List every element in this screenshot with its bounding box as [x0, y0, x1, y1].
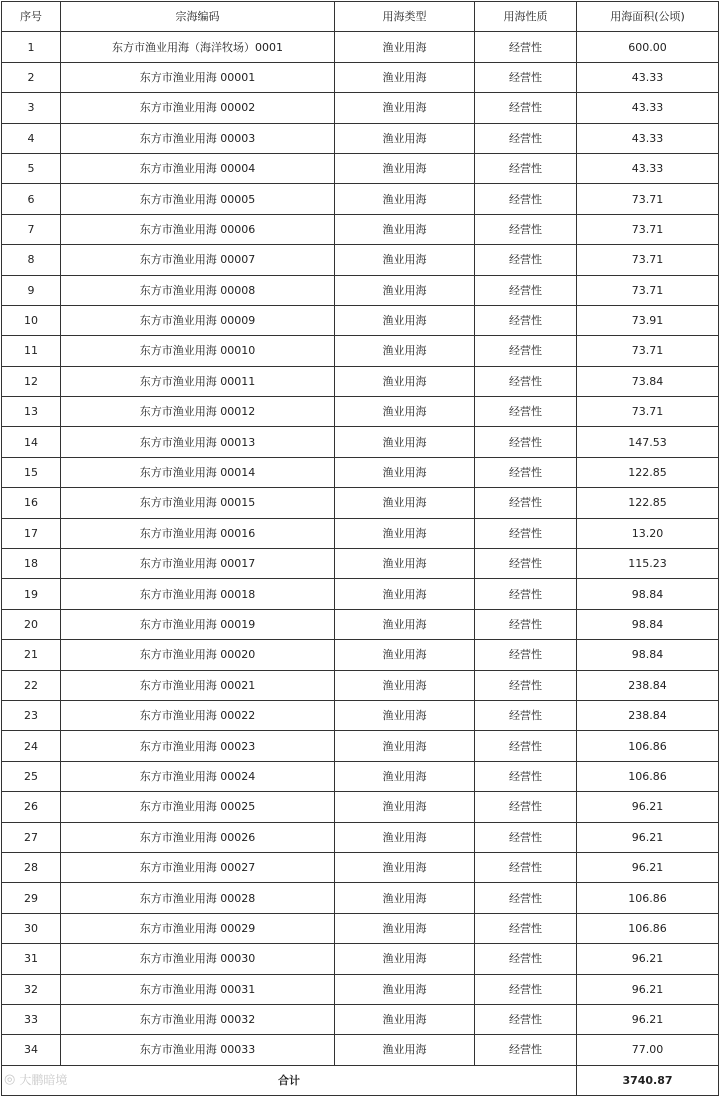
- cell-use-type: 渔业用海: [335, 427, 475, 457]
- watermark: [4, 1071, 67, 1088]
- cell-parcel-code: 东方市渔业用海 00026: [61, 822, 335, 852]
- header-use-type: 用海类型: [335, 2, 475, 32]
- cell-area: 98.84: [577, 640, 719, 670]
- table-row: [2, 245, 719, 275]
- cell-parcel-code: 东方市渔业用海 00025: [61, 792, 335, 822]
- cell-index: 8: [2, 245, 61, 275]
- table-row: [2, 974, 719, 1004]
- table-row: [2, 184, 719, 214]
- cell-index: 27: [2, 822, 61, 852]
- cell-parcel-code: 东方市渔业用海 00001: [61, 62, 335, 92]
- table-row: [2, 62, 719, 92]
- table-row: [2, 305, 719, 335]
- cell-use-type: 渔业用海: [335, 700, 475, 730]
- cell-index: 24: [2, 731, 61, 761]
- cell-parcel-code: 东方市渔业用海 00024: [61, 761, 335, 791]
- table-row: [2, 913, 719, 943]
- cell-index: 29: [2, 883, 61, 913]
- cell-index: 7: [2, 214, 61, 244]
- cell-use-nature: 经营性: [475, 549, 577, 579]
- cell-parcel-code: 东方市渔业用海 00002: [61, 93, 335, 123]
- cell-index: 2: [2, 62, 61, 92]
- cell-parcel-code: 东方市渔业用海（海洋牧场）0001: [61, 32, 335, 62]
- cell-index: 3: [2, 93, 61, 123]
- cell-parcel-code: 东方市渔业用海 00006: [61, 214, 335, 244]
- cell-use-type: 渔业用海: [335, 32, 475, 62]
- table-row: [2, 822, 719, 852]
- table-row: [2, 944, 719, 974]
- cell-use-nature: 经营性: [475, 792, 577, 822]
- cell-area: 13.20: [577, 518, 719, 548]
- table-row: [2, 93, 719, 123]
- cell-index: 14: [2, 427, 61, 457]
- cell-area: 106.86: [577, 731, 719, 761]
- header-index: 序号: [2, 2, 61, 32]
- table-row: [2, 153, 719, 183]
- cell-area: 73.71: [577, 397, 719, 427]
- cell-use-nature: 经营性: [475, 427, 577, 457]
- watermark-text: 大鹏暗境: [19, 1073, 68, 1087]
- table-row: [2, 457, 719, 487]
- cell-use-nature: 经营性: [475, 214, 577, 244]
- cell-area: 106.86: [577, 761, 719, 791]
- cell-use-type: 渔业用海: [335, 579, 475, 609]
- cell-area: 43.33: [577, 123, 719, 153]
- table-row: [2, 518, 719, 548]
- cell-use-nature: 经营性: [475, 913, 577, 943]
- cell-area: 106.86: [577, 913, 719, 943]
- cell-use-type: 渔业用海: [335, 974, 475, 1004]
- header-use-nature: 用海性质: [475, 2, 577, 32]
- cell-parcel-code: 东方市渔业用海 00012: [61, 397, 335, 427]
- cell-use-type: 渔业用海: [335, 214, 475, 244]
- cell-area: 122.85: [577, 488, 719, 518]
- cell-use-type: 渔业用海: [335, 275, 475, 305]
- table-row: [2, 366, 719, 396]
- cell-area: 96.21: [577, 852, 719, 882]
- cell-area: 77.00: [577, 1035, 719, 1065]
- table-row: [2, 549, 719, 579]
- cell-area: 96.21: [577, 792, 719, 822]
- cell-index: 26: [2, 792, 61, 822]
- table-row: [2, 336, 719, 366]
- table-row: [2, 488, 719, 518]
- cell-index: 10: [2, 305, 61, 335]
- cell-index: 6: [2, 184, 61, 214]
- table-row: [2, 761, 719, 791]
- table-row: [2, 640, 719, 670]
- cell-parcel-code: 东方市渔业用海 00009: [61, 305, 335, 335]
- table-row: [2, 397, 719, 427]
- cell-area: 122.85: [577, 457, 719, 487]
- cell-index: 22: [2, 670, 61, 700]
- header-area: 用海面积(公顷): [577, 2, 719, 32]
- cell-index: 21: [2, 640, 61, 670]
- cell-use-nature: 经营性: [475, 731, 577, 761]
- cell-use-nature: 经营性: [475, 761, 577, 791]
- cell-area: 238.84: [577, 700, 719, 730]
- table-row: [2, 214, 719, 244]
- cell-area: 98.84: [577, 609, 719, 639]
- cell-use-type: 渔业用海: [335, 62, 475, 92]
- sea-use-table: [1, 1, 719, 1096]
- cell-use-type: 渔业用海: [335, 245, 475, 275]
- cell-use-type: 渔业用海: [335, 93, 475, 123]
- cell-parcel-code: 东方市渔业用海 00029: [61, 913, 335, 943]
- cell-area: 96.21: [577, 822, 719, 852]
- cell-use-type: 渔业用海: [335, 184, 475, 214]
- cell-area: 73.71: [577, 184, 719, 214]
- cell-parcel-code: 东方市渔业用海 00015: [61, 488, 335, 518]
- cell-area: 73.71: [577, 214, 719, 244]
- cell-use-nature: 经营性: [475, 944, 577, 974]
- cell-use-type: 渔业用海: [335, 518, 475, 548]
- cell-parcel-code: 东方市渔业用海 00007: [61, 245, 335, 275]
- table-row: [2, 852, 719, 882]
- cell-use-nature: 经营性: [475, 275, 577, 305]
- cell-use-nature: 经营性: [475, 366, 577, 396]
- cell-use-type: 渔业用海: [335, 366, 475, 396]
- cell-index: 18: [2, 549, 61, 579]
- cell-parcel-code: 东方市渔业用海 00018: [61, 579, 335, 609]
- cell-use-type: 渔业用海: [335, 1035, 475, 1065]
- table-row: [2, 427, 719, 457]
- cell-index: 20: [2, 609, 61, 639]
- cell-use-type: 渔业用海: [335, 792, 475, 822]
- cell-use-type: 渔业用海: [335, 153, 475, 183]
- cell-use-nature: 经营性: [475, 852, 577, 882]
- cell-use-nature: 经营性: [475, 32, 577, 62]
- total-value: 3740.87: [577, 1065, 719, 1095]
- cell-index: 15: [2, 457, 61, 487]
- cell-parcel-code: 东方市渔业用海 00033: [61, 1035, 335, 1065]
- table-row: [2, 670, 719, 700]
- cell-index: 13: [2, 397, 61, 427]
- cell-use-nature: 经营性: [475, 397, 577, 427]
- table-row: [2, 883, 719, 913]
- cell-index: 28: [2, 852, 61, 882]
- cell-use-nature: 经营性: [475, 305, 577, 335]
- camera-icon: ◎: [4, 1072, 16, 1087]
- cell-index: 17: [2, 518, 61, 548]
- table-body: [2, 32, 719, 1065]
- cell-area: 43.33: [577, 93, 719, 123]
- cell-parcel-code: 东方市渔业用海 00031: [61, 974, 335, 1004]
- cell-use-nature: 经营性: [475, 1004, 577, 1034]
- cell-parcel-code: 东方市渔业用海 00013: [61, 427, 335, 457]
- table-row: [2, 609, 719, 639]
- cell-index: 25: [2, 761, 61, 791]
- cell-parcel-code: 东方市渔业用海 00010: [61, 336, 335, 366]
- cell-use-type: 渔业用海: [335, 609, 475, 639]
- cell-use-nature: 经营性: [475, 609, 577, 639]
- cell-area: 73.84: [577, 366, 719, 396]
- cell-use-type: 渔业用海: [335, 549, 475, 579]
- cell-area: 96.21: [577, 944, 719, 974]
- cell-parcel-code: 东方市渔业用海 00023: [61, 731, 335, 761]
- cell-use-type: 渔业用海: [335, 457, 475, 487]
- cell-use-nature: 经营性: [475, 457, 577, 487]
- cell-use-nature: 经营性: [475, 153, 577, 183]
- cell-use-nature: 经营性: [475, 62, 577, 92]
- cell-area: 73.71: [577, 275, 719, 305]
- cell-parcel-code: 东方市渔业用海 00022: [61, 700, 335, 730]
- cell-use-nature: 经营性: [475, 518, 577, 548]
- cell-use-nature: 经营性: [475, 883, 577, 913]
- cell-use-nature: 经营性: [475, 822, 577, 852]
- cell-area: 73.91: [577, 305, 719, 335]
- cell-use-type: 渔业用海: [335, 761, 475, 791]
- header-row: [2, 2, 719, 32]
- cell-index: 33: [2, 1004, 61, 1034]
- cell-parcel-code: 东方市渔业用海 00008: [61, 275, 335, 305]
- cell-parcel-code: 东方市渔业用海 00028: [61, 883, 335, 913]
- cell-area: 98.84: [577, 579, 719, 609]
- table-row: [2, 1004, 719, 1034]
- table-row: [2, 1035, 719, 1065]
- cell-use-nature: 经营性: [475, 1035, 577, 1065]
- cell-use-type: 渔业用海: [335, 123, 475, 153]
- cell-parcel-code: 东方市渔业用海 00032: [61, 1004, 335, 1034]
- cell-use-nature: 经营性: [475, 670, 577, 700]
- cell-use-type: 渔业用海: [335, 305, 475, 335]
- cell-area: 73.71: [577, 336, 719, 366]
- table-row: [2, 792, 719, 822]
- cell-parcel-code: 东方市渔业用海 00020: [61, 640, 335, 670]
- cell-use-type: 渔业用海: [335, 336, 475, 366]
- cell-area: 147.53: [577, 427, 719, 457]
- table-row: [2, 123, 719, 153]
- cell-area: 238.84: [577, 670, 719, 700]
- cell-area: 43.33: [577, 62, 719, 92]
- cell-index: 1: [2, 32, 61, 62]
- table-row: [2, 275, 719, 305]
- cell-area: 106.86: [577, 883, 719, 913]
- cell-index: 32: [2, 974, 61, 1004]
- cell-parcel-code: 东方市渔业用海 00011: [61, 366, 335, 396]
- cell-use-type: 渔业用海: [335, 397, 475, 427]
- cell-use-type: 渔业用海: [335, 852, 475, 882]
- cell-index: 9: [2, 275, 61, 305]
- cell-parcel-code: 东方市渔业用海 00016: [61, 518, 335, 548]
- cell-index: 5: [2, 153, 61, 183]
- cell-use-type: 渔业用海: [335, 883, 475, 913]
- cell-area: 96.21: [577, 1004, 719, 1034]
- cell-use-type: 渔业用海: [335, 731, 475, 761]
- cell-use-nature: 经营性: [475, 123, 577, 153]
- cell-use-type: 渔业用海: [335, 822, 475, 852]
- cell-parcel-code: 东方市渔业用海 00030: [61, 944, 335, 974]
- cell-area: 43.33: [577, 153, 719, 183]
- cell-parcel-code: 东方市渔业用海 00019: [61, 609, 335, 639]
- table-row: [2, 579, 719, 609]
- cell-index: 16: [2, 488, 61, 518]
- cell-use-nature: 经营性: [475, 640, 577, 670]
- cell-index: 30: [2, 913, 61, 943]
- header-parcel-code: 宗海编码: [61, 2, 335, 32]
- table-row: [2, 32, 719, 62]
- cell-use-nature: 经营性: [475, 700, 577, 730]
- cell-index: 12: [2, 366, 61, 396]
- cell-parcel-code: 东方市渔业用海 00004: [61, 153, 335, 183]
- cell-index: 4: [2, 123, 61, 153]
- cell-parcel-code: 东方市渔业用海 00014: [61, 457, 335, 487]
- cell-parcel-code: 东方市渔业用海 00017: [61, 549, 335, 579]
- cell-index: 31: [2, 944, 61, 974]
- cell-parcel-code: 东方市渔业用海 00005: [61, 184, 335, 214]
- cell-use-nature: 经营性: [475, 488, 577, 518]
- cell-area: 96.21: [577, 974, 719, 1004]
- cell-use-nature: 经营性: [475, 974, 577, 1004]
- cell-area: 73.71: [577, 245, 719, 275]
- cell-index: 19: [2, 579, 61, 609]
- cell-area: 600.00: [577, 32, 719, 62]
- cell-use-nature: 经营性: [475, 184, 577, 214]
- cell-area: 115.23: [577, 549, 719, 579]
- cell-use-nature: 经营性: [475, 245, 577, 275]
- cell-index: 23: [2, 700, 61, 730]
- cell-parcel-code: 东方市渔业用海 00027: [61, 852, 335, 882]
- cell-parcel-code: 东方市渔业用海 00003: [61, 123, 335, 153]
- cell-use-nature: 经营性: [475, 336, 577, 366]
- cell-index: 11: [2, 336, 61, 366]
- cell-use-nature: 经营性: [475, 93, 577, 123]
- cell-parcel-code: 东方市渔业用海 00021: [61, 670, 335, 700]
- cell-use-nature: 经营性: [475, 579, 577, 609]
- total-label: 合计: [2, 1065, 577, 1095]
- table-row: [2, 731, 719, 761]
- cell-use-type: 渔业用海: [335, 944, 475, 974]
- cell-use-type: 渔业用海: [335, 913, 475, 943]
- cell-use-type: 渔业用海: [335, 488, 475, 518]
- cell-use-type: 渔业用海: [335, 670, 475, 700]
- cell-use-type: 渔业用海: [335, 640, 475, 670]
- table-row: [2, 700, 719, 730]
- cell-index: 34: [2, 1035, 61, 1065]
- total-row: [2, 1065, 719, 1095]
- cell-use-type: 渔业用海: [335, 1004, 475, 1034]
